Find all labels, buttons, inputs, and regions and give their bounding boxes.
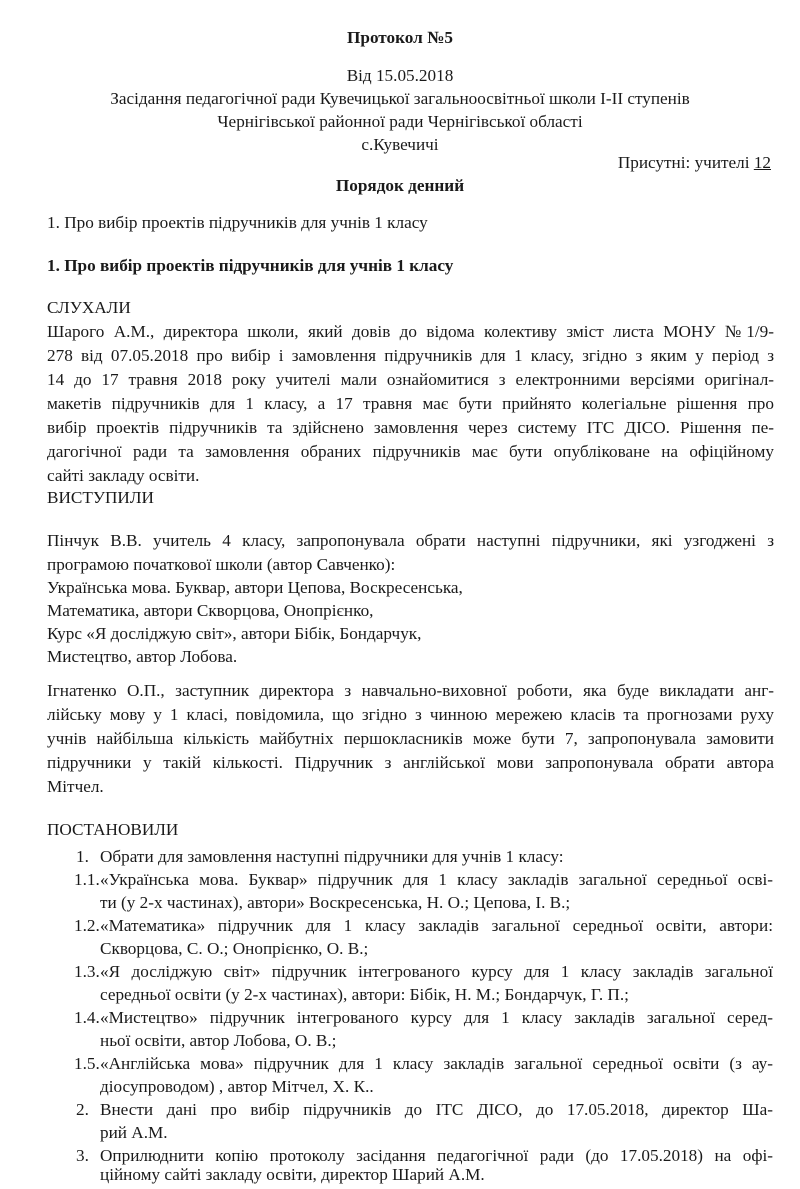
text-line: Ігнатенко О.П., заступник директора з навчально-виховної роботи, яка буде викладати анг- xyxy=(47,681,774,700)
text-line: Курс «Я досліджую світ», автори Бібік, Бондарчук, xyxy=(47,624,422,643)
agenda-item-1: 1. Про вибір проектів підручників для учнів 1 класу xyxy=(47,213,428,232)
text-line: Мітчел. xyxy=(47,777,104,796)
text-line: Шарого А.М., директора школи, який довів до відома колективу зміст листа МОНУ №1/9- xyxy=(47,322,774,341)
text-line: підручники у такій кількості. Підручник з англійської мови запропонувала обрати автора xyxy=(47,753,774,772)
list-item-text: «Мистецтво» підручник інтегрованого курсу для 1 класу закладів загальної серед- xyxy=(100,1008,773,1027)
present-line xyxy=(618,151,771,174)
text-line: Математика, автори Скворцова, Онопрієнко, xyxy=(47,601,374,620)
list-number: 2. xyxy=(76,1100,89,1119)
list-item-text: ційному сайті закладу освіти, директор Шарий А.М. xyxy=(100,1165,485,1184)
list-item-text: рий А.М. xyxy=(100,1123,168,1142)
agenda-heading: Порядок денний xyxy=(335,176,465,195)
protocol-date: Від 15.05.2018 xyxy=(346,66,454,85)
list-item-text: «Математика» підручник для 1 класу закладів загальної середньої освіти, автори: xyxy=(100,916,773,935)
list-number: 3. xyxy=(76,1146,89,1165)
decided-label: ПОСТАНОВИЛИ xyxy=(47,820,179,839)
list-item-text: «Англійська мова» підручник для 1 класу закладів загальної середньої освіти (з ау- xyxy=(100,1054,773,1073)
text-line: Мистецтво, автор Лобова. xyxy=(47,647,238,666)
text-line: дагогічної ради та замовлення обраних підручників має бути опубліковане на офіційному xyxy=(47,442,774,461)
protocol-title: Протокол №5 xyxy=(347,28,453,47)
list-item-text: «Українська мова. Буквар» підручник для 1 класу закладів загальної середньої осві- xyxy=(100,870,773,889)
text-line: Пінчук В.В. учитель 4 класу, запропонувала обрати наступні підручники, які узгоджені з xyxy=(47,531,774,550)
list-item-text: середньої освіти (у 2-х частинах), автори: Бібік, Н. М.; Бондарчук, Г. П.; xyxy=(100,985,629,1004)
list-number: 1.2. xyxy=(74,916,100,935)
list-number: 1. xyxy=(76,847,89,866)
list-item-text: Внести дані про вибір підручників до ІТС ДІСО, до 17.05.2018, директор Ша- xyxy=(100,1100,773,1119)
heard-label: СЛУХАЛИ xyxy=(47,298,131,317)
text-line: Українська мова. Буквар, автори Цепова, Воскресенська, xyxy=(47,578,463,597)
text-line: 278 від 07.05.2018 про вибір і замовлення підручників для 1 класу, згідно з яким у період з xyxy=(47,346,774,365)
text-line: лійську мову у 1 класі, повідомила, що згідно з чинною мережею класів та прогнозами руху xyxy=(47,705,774,724)
list-item-text: «Я досліджую світ» підручник інтегрованого курсу для 1 класу закладів загальної xyxy=(100,962,773,981)
list-number: 1.4. xyxy=(74,1008,100,1027)
list-item-text: Обрати для замовлення наступні підручники для учнів 1 класу: xyxy=(100,847,564,866)
text-line: програмою початкової школи (автор Савченко): xyxy=(47,555,396,574)
list-number: 1.1. xyxy=(74,870,100,889)
meeting-line-1: Засідання педагогічної ради Кувечицької загальноосвітньої школи І-ІІ ступенів xyxy=(110,89,690,108)
text-line: макетів підручників для 1 класу, а 17 травня має бути прийнято колегіальне рішення про xyxy=(47,394,774,413)
list-number: 1.5. xyxy=(74,1054,100,1073)
present-label: Присутні: учителі xyxy=(617,153,750,172)
meeting-line-2: Чернігівської районної ради Чернігівської області xyxy=(217,112,583,131)
text-line: учнів найбільша кількість майбутніх першокласників може бути 7, запропонувала замовити xyxy=(47,729,774,748)
list-item-text: ньої освіти, автор Лобова, О. В.; xyxy=(100,1031,337,1050)
text-line: 14 до 17 травня 2018 року учителі мали ознайомитися з електронними версіями оригінал- xyxy=(47,370,774,389)
present-count: 12 xyxy=(753,153,771,172)
spoke-label: ВИСТУПИЛИ xyxy=(47,488,154,507)
list-item-text: діосупроводом) , автор Мітчел, Х. К.. xyxy=(100,1077,374,1096)
section-heading: 1. Про вибір проектів підручників для учнів 1 класу xyxy=(47,256,454,275)
list-item-text: Скворцова, С. О.; Онопрієнко, О. В.; xyxy=(100,939,369,958)
village: с.Кувечичі xyxy=(361,135,439,154)
list-item-text: ти (у 2-х частинах), автори» Воскресенська, Н. О.; Цепова, І. В.; xyxy=(100,893,571,912)
text-line: сайті закладу освіти. xyxy=(47,466,200,485)
list-item-text: Оприлюднити копію протоколу засідання педагогічної ради (до 17.05.2018) на офі- xyxy=(100,1146,773,1165)
text-line: вибір проектів підручників та здійснено замовлення через систему ІТС ДІСО. Рішення пе- xyxy=(47,418,774,437)
list-number: 1.3. xyxy=(74,962,100,981)
